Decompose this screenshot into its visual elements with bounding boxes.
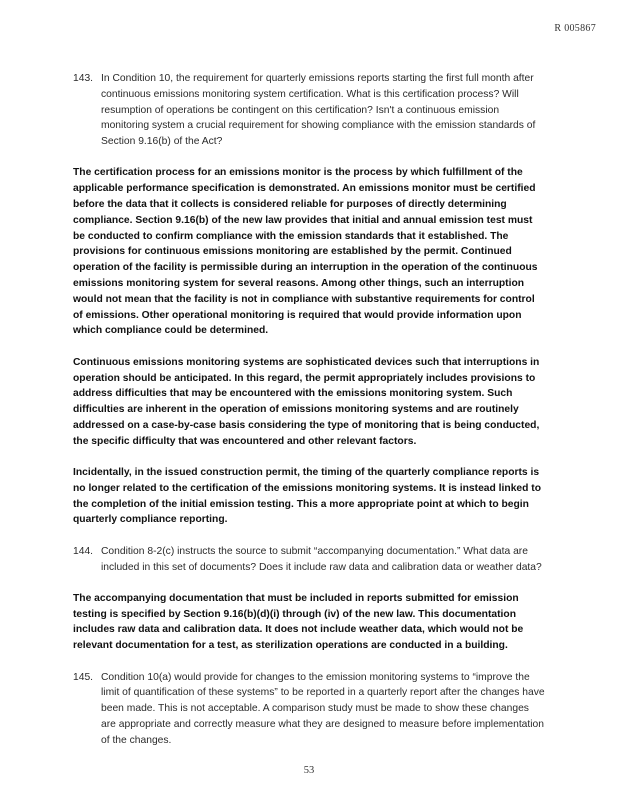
- question-number: 143.: [73, 73, 94, 84]
- question-text: Condition 10(a) would provide for changes to the emission monitoring systems to “improve the limit of quantification of these systems” to be reported in a quarterly report after the changes have been made. This is not acceptable. A comparison study must be made to show these changes are appropriate and correctly measure what they are designed to measure before implementation of the changes.: [101, 671, 545, 746]
- document-body: [73, 71, 546, 748]
- answer-paragraph: The accompanying documentation that must be included in reports submitted for emission testing is specified by Section 9.16(b)(d)(i) through (iv) of the new law. This documentation includes raw data and calibration data. It does not include weather data, which would not be relevant documentation for a test, as sterilization operations are conducted in a building.: [73, 592, 524, 652]
- spacer: [73, 339, 546, 355]
- bates-number: R 005867: [554, 23, 596, 34]
- spacer: [73, 150, 546, 166]
- question-text: Condition 8-2(c) instructs the source to submit “accompanying documentation.” What data are included in this set of documents? Does it include raw data and calibration data or weather data?: [101, 545, 542, 573]
- question-number: 145.: [73, 671, 94, 683]
- question-144: [73, 544, 546, 576]
- spacer: [73, 575, 546, 591]
- spacer: [73, 450, 546, 466]
- page-number: 53: [303, 765, 315, 776]
- answer-paragraph: Continuous emissions monitoring systems are sophisticated devices such that interruptions in operation should be anticipated. In this regard, the permit appropriately includes provisions to address difficulties that may be encountered with the emissions monitoring system. Such difficulties are inherent in the operation of emissions monitoring systems and are routinely addressed on a case-by-case basis considering the type of monitoring that is being conducted, the specific difficulty that was encountered and other relevant factors.: [73, 356, 540, 447]
- question-145: [73, 670, 546, 749]
- answer-paragraph: The certification process for an emissions monitor is the process by which fulfillment of the applicable performance specification is demonstrated. An emissions monitor must be certified before the data that it collects is considered reliable for purposes of directly determining compliance. Section 9.16(b) of the new law provides that initial and annual emission test must be conducted to confirm compliance with the emission standards that it established. The provisions for continuous emissions monitoring are established by the permit. Continued operation of the facility is permissible during an interruption in the operation of the continuous emissions monitoring system for several reasons. Among other things, such an interruption would not mean that the facility is not in compliance with substantive requirements for control of emissions. Other operational monitoring is required that would provide information upon which compliance could be determined.: [73, 167, 538, 337]
- spacer: [73, 654, 546, 670]
- answer-paragraph: Incidentally, in the issued construction permit, the timing of the quarterly compliance reports is no longer related to the certification of the emissions monitoring systems. It is instead linked to the completion of the initial emission testing. This a more appropriate point at which to begin quarterly compliance reporting.: [73, 467, 542, 526]
- question-number: 144.: [73, 545, 94, 557]
- question-text: In Condition 10, the requirement for quarterly emissions reports starting the first full month after continuous emissions monitoring system certification. What is this certification process? Will resumption of operations be contingent on this certification? Isn't a continuous emission monitoring system a crucial requirement for showing compliance with the emission standards of Section 9.16(b) of the Act?: [101, 73, 536, 148]
- question-143: [73, 71, 546, 150]
- spacer: [73, 528, 546, 544]
